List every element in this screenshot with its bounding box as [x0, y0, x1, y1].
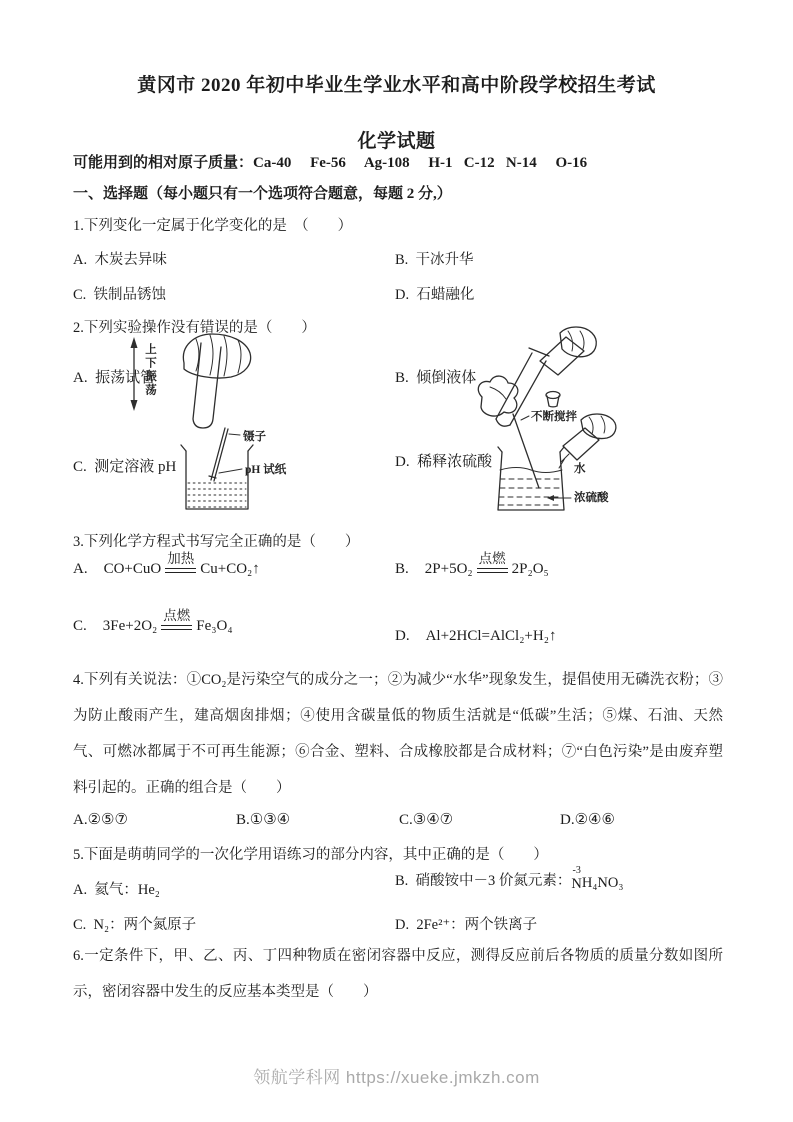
q3-c-condition: 点燃	[161, 608, 192, 626]
nitrogen-valence-stack	[571, 866, 581, 892]
q3-option-d	[395, 628, 556, 645]
question-3-stem: 3.下列化学方程式书写完全正确的是（ ）	[73, 534, 360, 550]
q4-option-a: A.②⑤⑦	[73, 812, 128, 828]
q2-option-a-label: A. 振荡试管	[73, 370, 156, 386]
double-line	[161, 626, 192, 630]
q3-option-a-key: A.	[73, 561, 88, 578]
q4-option-c: C.③④⑦	[399, 812, 454, 828]
stir-label: 不断搅拌	[531, 411, 577, 423]
q1-option-a: A. 木炭去异味	[73, 252, 167, 268]
q3-option-a	[73, 551, 260, 578]
double-line	[165, 569, 196, 573]
q3-c-reactants: 3Fe+2O₂	[102, 618, 158, 635]
exam-title: 黄冈市 2020 年初中毕业生学业水平和高中阶段学校招生考试	[137, 75, 656, 96]
q5-option-c: C. N₂：两个氮原子	[73, 917, 197, 933]
dilute-acid-icon	[475, 408, 635, 520]
question-2-stem: 2.下列实验操作没有错误的是（ ）	[73, 320, 316, 336]
q3-a-condition-line	[165, 551, 196, 573]
water-label: 水	[574, 463, 586, 475]
section-heading: 一、选择题（每小题只有一个选项符合题意，每题 2 分,）	[73, 186, 452, 202]
q3-option-c	[73, 608, 233, 635]
q5-option-b	[395, 866, 623, 892]
q5-option-b-label: B. 硝酸铵中－3 价氮元素：	[395, 872, 572, 889]
q3-option-b	[395, 551, 549, 578]
q3-b-reactants: 2P+5O₂	[424, 561, 473, 578]
q2-option-d-label: D. 稀释浓硫酸	[395, 454, 493, 470]
acid-label: 浓硫酸	[574, 492, 609, 504]
q1-option-d: D. 石蜡融化	[395, 287, 475, 303]
nitrogen-symbol: N	[571, 875, 582, 892]
shake-caption: 上下振荡	[144, 343, 156, 397]
exam-subtitle: 化学试题	[357, 131, 436, 152]
q3-c-condition-line	[161, 608, 192, 630]
q1-option-b: B. 干冰升华	[395, 252, 474, 268]
q3-d-equation: Al+2HCl=AlCl₂+H₂↑	[425, 628, 557, 644]
double-line	[477, 569, 508, 573]
q4-option-d: D.②④⑥	[560, 812, 615, 828]
q2-option-b-label: B. 倾倒液体	[395, 370, 477, 386]
q3-a-products: Cu+CO₂↑	[200, 561, 260, 578]
q2-option-c-label: C. 测定溶液 pH	[73, 459, 177, 475]
q3-c-products: Fe₃O₄	[196, 618, 233, 635]
question-4-stem: 4.下列有关说法：①CO₂是污染空气的成分之一；②为减少“水华”现象发生，提倡使用无磷洗衣粉；③为防止酸雨产生，建高烟囱排烟；④使用含碳量低的物质生活就是“低碳”生活；⑤煤、石油、天然气、可燃冰都属于不可再生能源；⑥合金、塑料、合成橡胶都是合成材料；⑦“白色污染”是由废弃塑料引起的。正确的组合是（ ）	[73, 672, 723, 796]
figure-measure-ph	[172, 424, 332, 524]
q4-option-b: B.①③④	[236, 812, 291, 828]
atomic-mass-note: 可能用到的相对原子质量：Ca-40 Fe-56 Ag-108 H-1 C-12 N-14 O-16	[73, 155, 588, 171]
question-6-stem: 6.一定条件下，甲、乙、丙、丁四种物质在密闭容器中反应，测得反应前后各物质的质量分数如图所示，密闭容器中发生的反应基本类型是（ ）	[73, 948, 723, 1000]
q3-option-d-key: D.	[395, 628, 410, 644]
q3-a-condition: 加热	[165, 551, 196, 569]
q3-option-b-key: B.	[395, 561, 409, 578]
ph-paper-label: pH 试纸	[245, 464, 287, 476]
site-watermark: 领航学科网 https://xueke.jmkzh.com	[253, 1068, 540, 1087]
valence-superscript: -3	[572, 865, 581, 876]
question-1-stem: 1.下列变化一定属于化学变化的是 （ ）	[73, 218, 353, 234]
q3-b-condition: 点燃	[477, 551, 508, 569]
question-5-stem: 5.下面是萌萌同学的一次化学用语练习的部分内容，其中正确的是（ ）	[73, 847, 548, 863]
q1-option-c: C. 铁制品锈蚀	[73, 287, 167, 303]
ammonium-nitrate-rest: H₄NO₃	[581, 874, 624, 891]
q5-option-d: D. 2Fe²⁺：两个铁离子	[395, 917, 538, 933]
q3-b-products: 2P₂O₅	[511, 561, 549, 578]
figure-dilute-acid	[475, 408, 635, 520]
tweezers-label: 镊子	[243, 431, 266, 443]
q3-a-reactants: CO+CuO	[103, 561, 162, 578]
q3-option-c-key: C.	[73, 618, 87, 635]
q5-option-a: A. 氦气：He₂	[73, 882, 160, 898]
q3-b-condition-line	[477, 551, 508, 573]
